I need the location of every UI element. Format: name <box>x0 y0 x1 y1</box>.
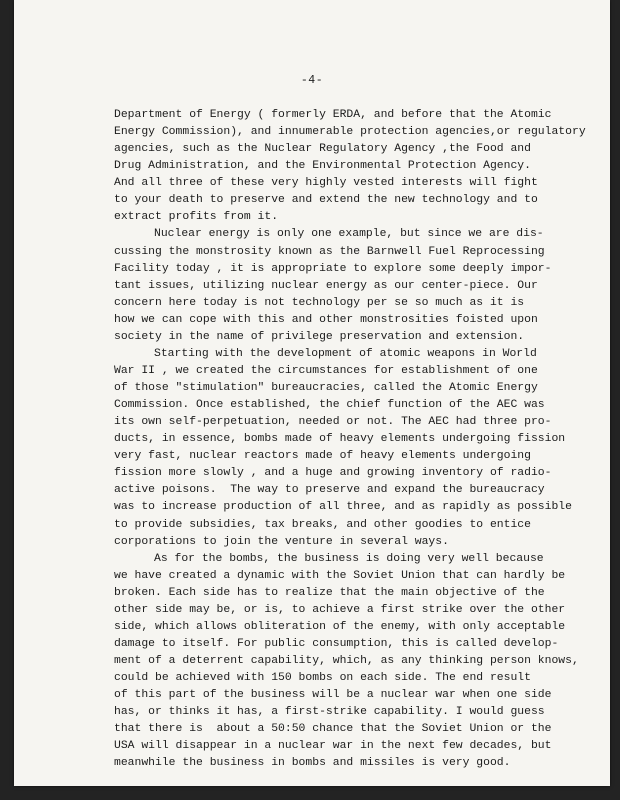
text-line: damage to itself. For public consumption, this is called develop- <box>114 637 559 650</box>
text-line: of those "stimulation" bureaucracies, called the Atomic Energy <box>114 382 538 394</box>
text-line: Commission. Once established, the chief function of the AEC was <box>114 399 545 412</box>
text-line: Department of Energy ( formerly ERDA, and before that the Atomic <box>114 109 552 121</box>
text-line: agencies, such as the Nuclear Regulatory Agency ,the Food and <box>114 143 531 156</box>
text-line: could be achieved with 150 bombs on each side. The end result <box>114 672 531 685</box>
text-line: has, or thinks it has, a first-strike capability. I would guess <box>114 706 545 719</box>
text-line: tant issues, utilizing nuclear energy as our center-piece. Our <box>114 279 538 292</box>
text-line: Starting with the development of atomic weapons in World <box>154 347 537 360</box>
text-line: Nuclear energy is only one example, but since we are dis- <box>154 228 544 241</box>
text-line: that there is about a 50:50 chance that the Soviet Union or the <box>114 723 552 736</box>
text-line: extract profits from it. <box>114 211 279 224</box>
text-line: was to increase production of all three, and as rapidly as possible <box>114 501 572 514</box>
text-line: we have created a dynamic with the Soviet Union that can hardly be <box>114 569 566 582</box>
text-line: corporations to join the venture in several ways. <box>114 535 449 548</box>
text-line: USA will disappear in a nuclear war in the next few decades, but <box>114 740 552 753</box>
text-line: society in the name of privilege preservation and extension. <box>114 330 525 343</box>
text-line: how we can cope with this and other monstrosities foisted upon <box>114 313 538 326</box>
document-page <box>14 0 610 786</box>
text-line: And all three of these very highly vested interests will fight <box>114 177 538 190</box>
text-line: ducts, in essence, bombs made of heavy elements undergoing fission <box>114 433 566 446</box>
text-line: meanwhile the business in bombs and missiles is very good. <box>114 757 511 770</box>
text-line: other side may be, or is, to achieve a first strike over the other <box>114 603 566 616</box>
text-line: broken. Each side has to realize that the main objective of the <box>114 586 545 599</box>
text-line: side, which allows obliteration of the enemy, with only acceptable <box>114 620 566 633</box>
text-line: cussing the monstrosity known as the Barnwell Fuel Reprocessing <box>114 245 545 258</box>
text-line: ment of a deterrent capability, which, as any thinking person knows, <box>114 655 579 667</box>
page-number: -4- <box>300 74 324 87</box>
text-line: its own self-perpetuation, needed or not. The AEC had three pro- <box>114 416 552 429</box>
body-text <box>114 107 584 772</box>
text-line: As for the bombs, the business is doing very well because <box>154 552 544 565</box>
text-line: fission more slowly , and a huge and growing inventory of radio- <box>114 467 552 480</box>
text-line: War II , we created the circumstances for establishment of one <box>114 364 538 377</box>
text-line: Facility today , it is appropriate to explore some deeply impor- <box>114 262 552 275</box>
text-line: active poisons. The way to preserve and expand the bureaucracy <box>114 484 545 497</box>
text-line: very fast, nuclear reactors made of heavy elements undergoing <box>114 450 531 463</box>
text-line: concern here today is not technology per se so much as it is <box>114 296 525 309</box>
text-line: to your death to preserve and extend the new technology and to <box>114 194 538 207</box>
text-line: Drug Administration, and the Environmental Protection Agency. <box>114 160 531 173</box>
text-line: of this part of the business will be a nuclear war when one side <box>114 689 552 702</box>
text-line: Energy Commission), and innumerable protection agencies,or regulatory <box>114 126 586 139</box>
text-line: to provide subsidies, tax breaks, and other goodies to entice <box>114 518 531 531</box>
